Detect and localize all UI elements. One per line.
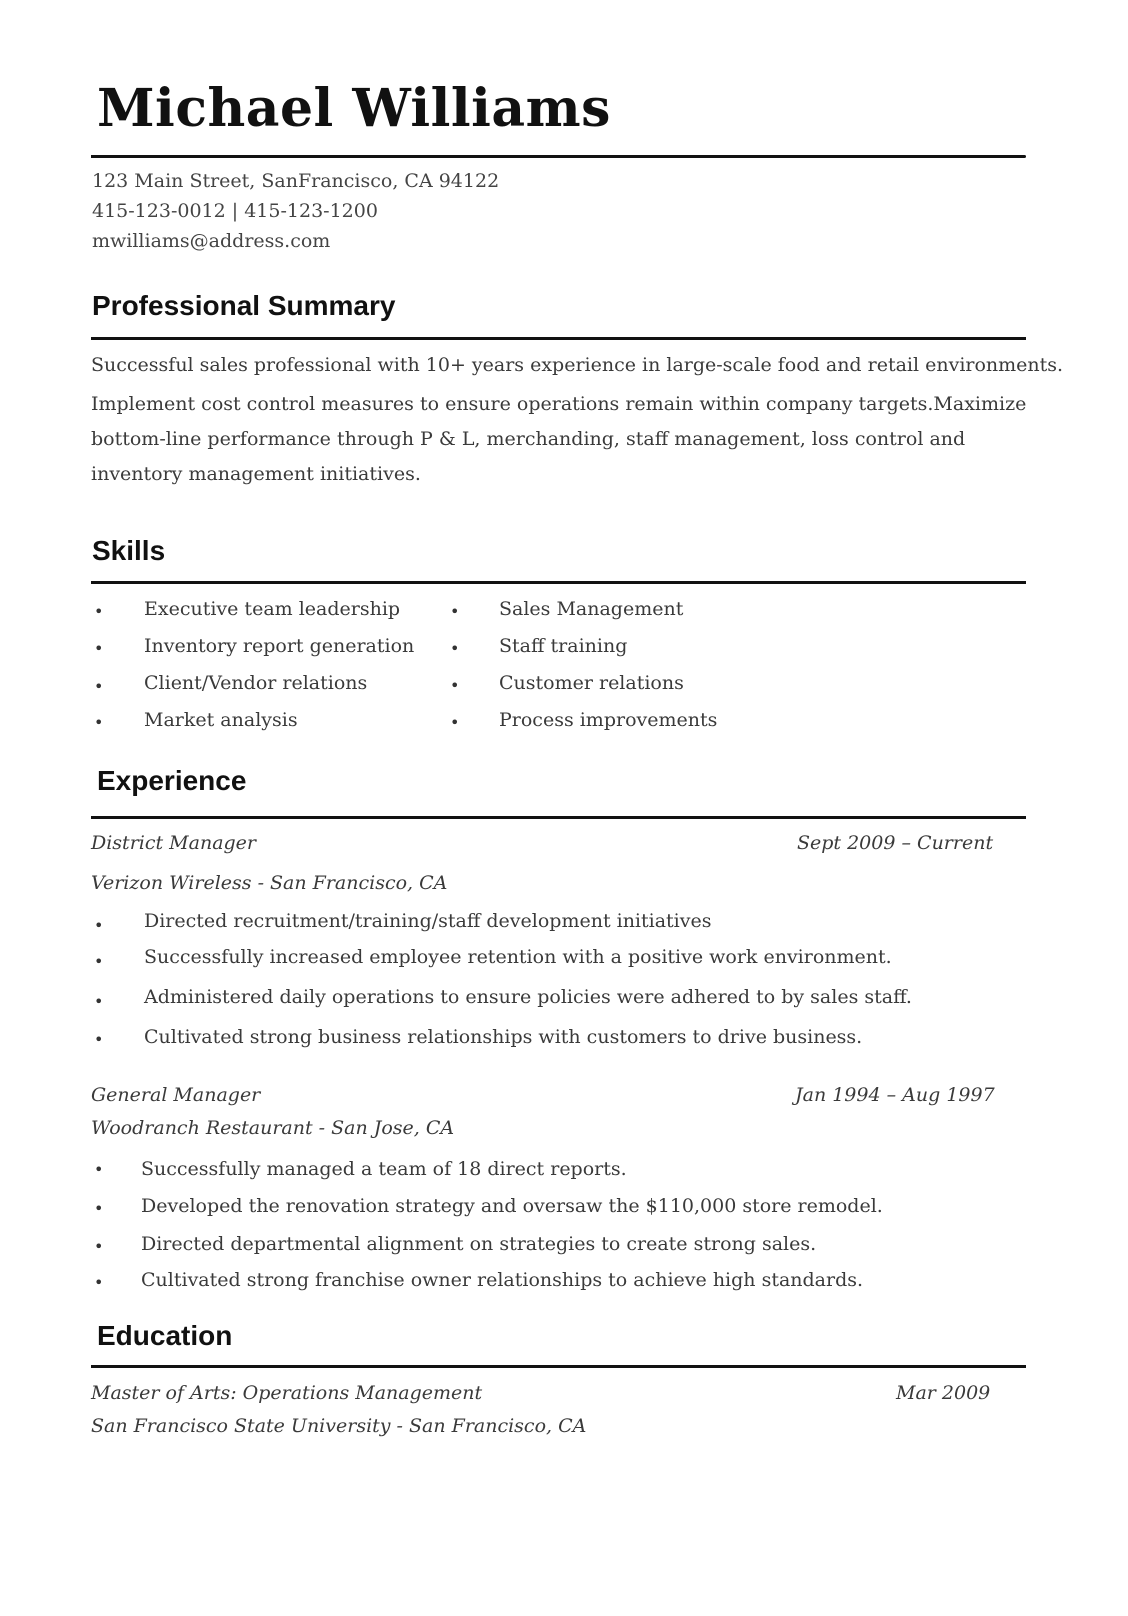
skill-item: Staff training [499, 635, 628, 657]
bullet-icon: • [450, 676, 460, 695]
job-dates: Jan 1994 – Aug 1997 [795, 1084, 995, 1106]
skill-item: Process improvements [499, 709, 718, 731]
skill-item: Customer relations [499, 672, 684, 694]
skill-item: Sales Management [499, 598, 684, 620]
summary-line: Implement cost control measures to ensure operations remain within company targets.Maximize [91, 393, 1027, 415]
job-company: Woodranch Restaurant - San Jose, CA [91, 1117, 455, 1139]
skills-divider [91, 581, 1026, 584]
bullet-icon: • [450, 713, 460, 732]
skill-item: Executive team leadership [144, 598, 401, 620]
bullet-icon: • [94, 713, 104, 732]
school: San Francisco State University - San Francisco, CA [91, 1415, 587, 1437]
skills-heading: Skills [92, 535, 166, 566]
education-heading: Education [97, 1320, 233, 1351]
job-title: District Manager [91, 832, 257, 854]
contact-address: 123 Main Street, SanFrancisco, CA 94122 [92, 170, 500, 192]
experience-divider [91, 816, 1026, 819]
job-bullet: Successfully increased employee retention with a positive work environment. [144, 946, 892, 968]
summary-divider [91, 337, 1026, 340]
job-bullet: Successfully managed a team of 18 direct reports. [141, 1158, 627, 1180]
skill-item: Client/Vendor relations [144, 672, 368, 694]
job-dates: Sept 2009 – Current [797, 832, 994, 854]
bullet-icon: • [450, 639, 460, 658]
bullet-icon: • [94, 1160, 104, 1179]
bullet-icon: • [94, 677, 104, 696]
bullet-icon: • [94, 916, 104, 935]
job-bullet: Directed recruitment/training/staff development initiatives [144, 910, 712, 932]
bullet-icon: • [94, 1199, 104, 1218]
contact-phones: 415-123-0012 | 415-123-1200 [92, 200, 378, 222]
job-company: Verizon Wireless - San Francisco, CA [91, 872, 448, 894]
bullet-icon: • [94, 1273, 104, 1292]
job-title: General Manager [91, 1084, 261, 1106]
bullet-icon: • [94, 1237, 104, 1256]
skill-item: Market analysis [144, 709, 298, 731]
summary-heading: Professional Summary [92, 290, 396, 321]
summary-line: inventory management initiatives. [91, 463, 421, 485]
bullet-icon: • [94, 992, 104, 1011]
bullet-icon: • [94, 952, 104, 971]
job-bullet: Cultivated strong business relationships with customers to drive business. [144, 1026, 863, 1048]
bullet-icon: • [94, 1030, 104, 1049]
education-divider [91, 1365, 1026, 1368]
summary-line: bottom-line performance through P & L, merchanding, staff management, loss control and [91, 428, 966, 450]
degree: Master of Arts: Operations Management [91, 1382, 483, 1404]
bullet-icon: • [450, 602, 460, 621]
header-divider [91, 155, 1026, 158]
summary-line: Successful sales professional with 10+ years experience in large-scale food and retail environments. [91, 354, 1064, 376]
bullet-icon: • [94, 639, 104, 658]
skill-item: Inventory report generation [144, 635, 415, 657]
job-bullet: Cultivated strong franchise owner relationships to achieve high standards. [141, 1269, 864, 1291]
contact-email: mwilliams@address.com [92, 230, 331, 252]
job-bullet: Developed the renovation strategy and oversaw the $110,000 store remodel. [141, 1195, 883, 1217]
job-bullet: Administered daily operations to ensure policies were adhered to by sales staff. [144, 986, 912, 1008]
job-bullet: Directed departmental alignment on strategies to create strong sales. [141, 1233, 817, 1255]
bullet-icon: • [94, 602, 104, 621]
experience-heading: Experience [97, 765, 247, 796]
candidate-name: Michael Williams [97, 78, 611, 139]
degree-date: Mar 2009 [896, 1382, 991, 1404]
